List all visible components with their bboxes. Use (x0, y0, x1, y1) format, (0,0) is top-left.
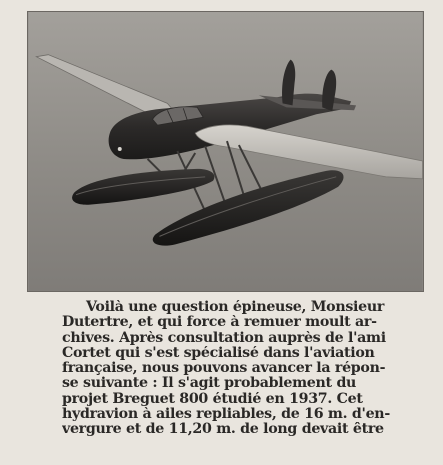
caption-line: se suivante : Il s'agit probablement du (62, 376, 357, 392)
caption-line: hydravion à ailes repliables, de 16 m. d'en- (62, 407, 390, 423)
caption-line: française, nous pouvons avancer la répon- (62, 361, 386, 377)
caption-line: chives. Après consultation auprès de l'ami (62, 330, 386, 346)
caption-line: vergure et de 11,20 m. de long devait être (62, 422, 384, 438)
seaplane-photo (27, 11, 424, 292)
caption-line: Voilà une question épineuse, Monsieur (86, 300, 385, 315)
caption-line: Dutertre, et qui force à remuer moult ar- (62, 315, 377, 331)
caption-text (62, 300, 434, 438)
seaplane-illustration (28, 12, 423, 291)
caption-line: projet Breguet 800 étudié en 1937. Cet (62, 391, 363, 407)
caption-line: Cortet qui s'est spécialisé dans l'aviation (62, 345, 375, 361)
